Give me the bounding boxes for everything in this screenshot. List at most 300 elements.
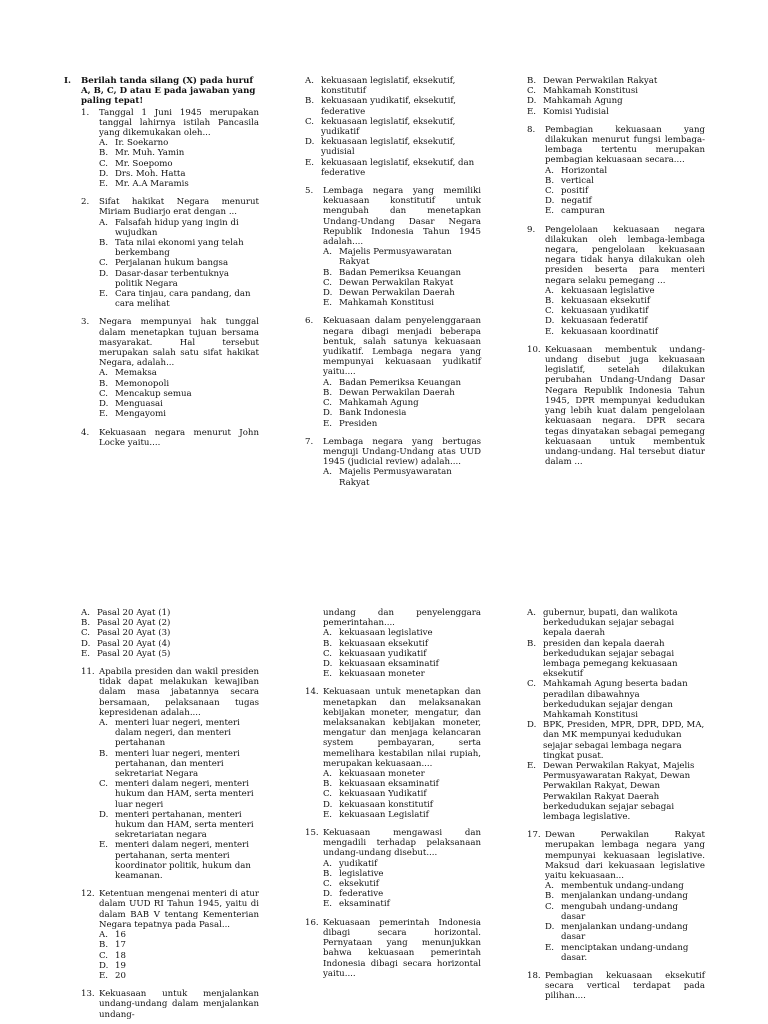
answer-option: [305, 96, 481, 116]
question-text: Lembaga negara yang memiliki kekuasaan konstitutif untuk mengubah dan menetapkan Undang-Undang Dasar Negara Republik Indonesia Tahun 1945 adalah....: [323, 186, 481, 248]
option-text: Dewan Perwakilan Rakyat: [543, 76, 658, 86]
option-letter: D.: [527, 96, 537, 107]
question: [305, 316, 481, 428]
answer-option: [323, 879, 481, 889]
option-letter: C.: [527, 679, 537, 690]
option-text: kekuasaan legislative: [561, 285, 655, 296]
question-row: [305, 186, 481, 247]
option-letter: B.: [81, 618, 91, 629]
page1-column-3: [527, 76, 705, 476]
answer-option: [99, 409, 259, 419]
question: [81, 317, 259, 419]
answer-option: [99, 718, 259, 749]
answer-option: [99, 940, 259, 950]
question: [527, 225, 705, 337]
option-text: kekuasaan legislatif, eksekutif, yudikatif: [321, 116, 456, 138]
answer-option: [81, 608, 259, 618]
answer-option: [323, 789, 481, 799]
option-text: 16: [115, 930, 126, 941]
question-row: [81, 317, 259, 368]
option-letter: C.: [81, 628, 91, 639]
answer-option: [81, 628, 259, 638]
option-list: [305, 378, 481, 429]
answer-option: [545, 286, 705, 296]
option-letter: A.: [305, 76, 314, 86]
option-letter: D.: [323, 288, 333, 299]
option-letter: E.: [99, 179, 109, 190]
answer-option: [527, 761, 705, 822]
option-text: eksekutif: [339, 879, 379, 890]
question-text: Kekuasaan untuk menjalankan undang-undang dalam menjalankan undang-: [99, 989, 259, 1020]
option-letter: C.: [323, 648, 333, 659]
option-letter: A.: [81, 608, 90, 618]
question-number: 5.: [305, 186, 314, 197]
option-text: Pasal 20 Ayat (5): [97, 648, 171, 659]
answer-option: [323, 649, 481, 659]
page2-column-1: [81, 608, 259, 1024]
option-letter: E.: [323, 418, 333, 429]
option-letter: B.: [99, 148, 109, 159]
option-text: kekuasaan yudikatif, eksekutif, federative: [321, 96, 456, 117]
option-text: negatif: [561, 196, 592, 207]
answer-option: [323, 288, 481, 298]
option-text: Mahkamah Konstitusi: [339, 298, 434, 309]
page1-column-2: [305, 76, 481, 488]
option-letter: E.: [305, 157, 315, 168]
answer-option: [545, 186, 705, 196]
question-text: Dewan Perwakilan Rakyat merupakan lembaga negara yang mempunyai kekuasaan legislative. Maksud dari kekuasaan legislative yaitu kekuasaan...: [545, 830, 705, 882]
question-row: [527, 225, 705, 286]
option-letter: D.: [545, 922, 555, 933]
option-letter: B.: [323, 638, 333, 649]
question: [81, 989, 259, 1020]
question-text: Apabila presiden dan wakil presiden tidak dapat melakukan kewajiban dalam masa jabatannya secara bersamaan, pelaksanaan tugas kepresidenan adalah....: [99, 667, 259, 718]
answer-option: [527, 720, 705, 761]
answer-option: [99, 971, 259, 981]
option-text: 19: [115, 960, 126, 971]
option-text: Majelis Permusyawaratan Rakyat: [339, 247, 452, 268]
question: [305, 76, 481, 178]
option-text: menjalankan undang-undang dasar: [561, 922, 688, 943]
option-text: kekuasaan legislative: [339, 628, 433, 639]
question: [81, 667, 259, 881]
option-letter: D.: [99, 960, 109, 971]
answer-option: [545, 943, 705, 963]
option-text: Mahkamah Agung beserta badan peradilan dibawahnya berkedudukan sejajar dengan Mahkamah Konstitusi: [543, 679, 688, 721]
option-text: Dewan Perwakilan Daerah: [339, 387, 455, 398]
option-text: 17: [115, 940, 126, 951]
option-text: kekuasaan moneter: [339, 769, 425, 780]
question-row: [305, 608, 481, 628]
option-text: Mr. Soepomo: [115, 158, 173, 169]
question: [305, 687, 481, 820]
answer-option: [323, 669, 481, 679]
section-number: I.: [64, 76, 72, 86]
option-text: Badan Pemeriksa Keuangan: [339, 377, 462, 388]
question-text: Pembagian kekuasaan yang dilakukan menurut fungsi lembaga-lembaga tertentu merupakan pembagian kekuasaan secara....: [545, 124, 705, 166]
option-letter: E.: [99, 409, 109, 420]
answer-option: [99, 810, 259, 841]
question-text: Ketentuan mengenai menteri di atur dalam UUD RI Tahun 1945, yaitu di dalam BAB V tentang Kementerian Negara tepatnya pada Pasal...: [99, 889, 259, 930]
option-text: Pasal 20 Ayat (1): [97, 608, 171, 618]
answer-option: [99, 289, 259, 309]
option-letter: D.: [305, 137, 315, 148]
option-text: kekuasaan moneter: [339, 669, 425, 680]
question: [81, 608, 259, 659]
answer-option: [545, 296, 705, 306]
option-letter: E.: [527, 106, 537, 117]
question: [305, 828, 481, 910]
option-list: [81, 930, 259, 981]
option-text: kekuasaan federatif: [561, 316, 648, 327]
answer-option: [323, 769, 481, 779]
option-text: kekuasaan eksaminatif: [339, 659, 439, 670]
option-letter: D.: [323, 659, 333, 670]
option-list: [305, 76, 481, 178]
question-row: [81, 428, 259, 448]
question-number: 8.: [527, 124, 536, 135]
option-letter: E.: [545, 326, 555, 337]
answer-option: [81, 618, 259, 628]
question: [527, 971, 705, 1002]
option-text: vertical: [561, 175, 594, 186]
option-text: Mahkamah Agung: [543, 96, 623, 107]
option-text: kekuasaan konstitutif: [339, 799, 433, 810]
question-number: 12.: [81, 889, 95, 900]
option-text: Pasal 20 Ayat (2): [97, 618, 171, 629]
question-number: 6.: [305, 316, 314, 327]
option-text: kekuasaan yudikatif: [561, 306, 649, 317]
option-text: menteri luar negeri, menteri dalam negeri, dan menteri pertahanan: [115, 718, 240, 749]
answer-option: [305, 158, 481, 178]
question-row: [81, 667, 259, 718]
option-letter: B.: [323, 868, 333, 879]
answer-option: [99, 951, 259, 961]
question: [305, 918, 481, 979]
option-letter: A.: [99, 138, 108, 149]
option-text: menteri luar negeri, menteri pertahanan, dan menteri sekretariat Negara: [115, 748, 240, 780]
option-text: Ir. Soekarno: [115, 138, 169, 149]
option-text: federative: [339, 889, 384, 900]
option-letter: C.: [527, 86, 537, 97]
option-letter: D.: [99, 399, 109, 410]
answer-option: [545, 327, 705, 337]
option-letter: E.: [323, 298, 333, 309]
question-row: [81, 989, 259, 1020]
answer-option: [99, 379, 259, 389]
answer-option: [99, 238, 259, 258]
answer-option: [323, 628, 481, 638]
option-text: kekuasaan yudikatif: [339, 648, 427, 659]
option-letter: A.: [99, 368, 108, 379]
question-row: [305, 828, 481, 859]
option-letter: E.: [99, 970, 109, 981]
question-number: 14.: [305, 687, 319, 698]
option-text: Dasar-dasar terbentuknya politik Negara: [115, 268, 230, 289]
option-text: Pasal 20 Ayat (3): [97, 628, 171, 639]
answer-option: [99, 148, 259, 158]
question-text: Pembagian kekuasaan eksekutif secara vertical terdapat pada pilihan....: [545, 970, 705, 1002]
option-letter: A.: [545, 881, 554, 892]
question-row: [527, 345, 705, 467]
question-number: 1.: [81, 107, 90, 118]
question-row: [527, 830, 705, 881]
answer-option: [99, 169, 259, 179]
option-text: Presiden: [339, 418, 378, 429]
option-text: kekuasaan eksaminatif: [339, 779, 439, 790]
question-number: 11.: [81, 667, 95, 678]
option-text: menteri dalam negeri, menteri hukum dan HAM, serta menteri luar negeri: [115, 779, 254, 810]
answer-option: [99, 749, 259, 780]
option-text: eksaminatif: [339, 899, 390, 910]
option-text: positif: [561, 186, 589, 197]
answer-option: [527, 76, 705, 86]
option-list: [305, 247, 481, 308]
answer-option: [545, 902, 705, 922]
page2-column-2: [305, 608, 481, 1024]
question-text: undang dan penyelenggara pemerintahan....: [323, 608, 481, 629]
option-letter: D.: [99, 268, 109, 279]
option-letter: A.: [545, 285, 554, 296]
option-letter: A.: [323, 858, 332, 869]
option-list: [81, 138, 259, 189]
question-number: 15.: [305, 828, 319, 839]
answer-option: [99, 961, 259, 971]
answer-option: [99, 930, 259, 940]
option-letter: A.: [99, 718, 108, 729]
answer-option: [99, 389, 259, 399]
option-letter: E.: [81, 648, 91, 659]
option-text: gubernur, bupati, dan walikota berkedudukan sejajar sebagai kepala daerah: [543, 608, 678, 639]
option-letter: C.: [305, 116, 315, 127]
option-letter: C.: [323, 398, 333, 409]
option-text: menjalankan undang-undang: [561, 891, 688, 902]
option-text: kekuasaan koordinatif: [561, 326, 659, 337]
answer-option: [99, 840, 259, 881]
option-letter: D.: [323, 889, 333, 900]
answer-option: [545, 166, 705, 176]
option-list: [305, 628, 481, 679]
question-list: [64, 108, 259, 448]
option-letter: A.: [323, 247, 332, 258]
option-text: campuran: [561, 206, 605, 217]
option-text: menteri pertahanan, menteri hukum dan HAM, serta menteri sekretariatan negara: [115, 809, 254, 841]
answer-option: [545, 176, 705, 186]
option-text: Dewan Perwakilan Daerah: [339, 288, 455, 299]
option-letter: A.: [323, 769, 332, 780]
question: [81, 108, 259, 190]
answer-option: [323, 398, 481, 408]
option-text: Dewan Perwakilan Rakyat, Majelis Permusyawaratan Rakyat, Dewan Perwakilan Rakyat, Dewan Perwakilan Rakyat Daerah berkedudukan sejajar sebagai lembaga legislative.: [543, 761, 695, 823]
option-letter: C.: [99, 388, 109, 399]
option-list: [81, 218, 259, 310]
answer-option: [527, 679, 705, 720]
option-letter: B.: [99, 940, 109, 951]
answer-option: [545, 206, 705, 216]
option-letter: D.: [323, 799, 333, 810]
option-letter: D.: [323, 408, 333, 419]
question-number: 18.: [527, 970, 541, 981]
question: [527, 76, 705, 117]
question-text: Kekuasaan membentuk undang-undang disebut juga kekuasaan legislatif, setelah dilakukan perubahan Undang-Undang Dasar Negara Republik Indonesia Tahun 1945, DPR mempunyai kedudukan yang lebih kuat dalam pengelolaan kekuasaan negara. DPR secara tegas dinyatakan sebagai pemegang kekuasaan untuk membentuk undang-undang. Hal tersebut diatur dalam ...: [545, 344, 705, 468]
answer-option: [323, 899, 481, 909]
question: [81, 197, 259, 309]
option-text: Dewan Perwakilan Rakyat: [339, 277, 454, 288]
option-letter: E.: [323, 809, 333, 820]
answer-option: [545, 891, 705, 901]
answer-option: [99, 159, 259, 169]
question: [81, 428, 259, 448]
question-text: Kekuasaan untuk menetapkan dan menetapkan dan melaksanakan kebijakan moneter, mengatur, dan melaksanakan kebijakan moneter, mengatur dan menjaga kelancaran system pembayaran, serta memelihara kestabilan nilai rupiah, merupakan kekuasaan....: [323, 687, 481, 769]
option-list: [305, 769, 481, 820]
option-text: Mahkamah Konstitusi: [543, 86, 638, 97]
answer-option: [527, 107, 705, 117]
option-text: Memonopoli: [115, 378, 170, 389]
option-text: Komisi Yudisial: [543, 106, 609, 117]
answer-option: [323, 298, 481, 308]
question: [305, 437, 481, 488]
question: [81, 889, 259, 981]
question-row: [527, 971, 705, 1002]
option-letter: B.: [99, 378, 109, 389]
option-text: kekuasaan eksekutif: [561, 296, 650, 307]
option-letter: C.: [99, 258, 109, 269]
option-letter: C.: [545, 901, 555, 912]
option-text: Mengayomi: [115, 409, 166, 420]
answer-option: [81, 639, 259, 649]
question-number: 13.: [81, 989, 95, 1000]
question-text: Pengelolaan kekuasaan negara dilakukan oleh lembaga-lembaga negara, pengelolaan kekuasaan negara tidak hanya dilakukan oleh presiden beserta para menteri negara selaku pemegang ...: [545, 224, 705, 286]
option-letter: E.: [99, 289, 109, 300]
option-letter: A.: [323, 628, 332, 639]
option-text: 20: [115, 970, 126, 981]
answer-option: [545, 306, 705, 316]
answer-option: [545, 196, 705, 206]
answer-option: [99, 269, 259, 289]
option-letter: B.: [323, 779, 333, 790]
answer-option: [81, 649, 259, 659]
question-text: Kekuasaan mengawasi dan mengadili terhadap pelaksanaan undang-undang disebut....: [323, 828, 481, 859]
option-text: Mr. Muh. Yamin: [115, 148, 185, 159]
option-letter: B.: [305, 96, 315, 107]
question-number: 10.: [527, 344, 541, 355]
option-letter: B.: [527, 76, 537, 86]
option-text: Badan Pemeriksa Keuangan: [339, 267, 462, 278]
answer-option: [99, 368, 259, 378]
question-number: 16.: [305, 917, 319, 928]
answer-option: [99, 779, 259, 810]
answer-option: [323, 378, 481, 388]
option-text: BPK, Presiden, MPR, DPR, DPD, MA, dan MK mempunyai kedudukan sejajar sebagai lembaga negara tingkat pusat.: [543, 720, 705, 761]
question: [527, 125, 705, 217]
option-letter: C.: [99, 158, 109, 169]
answer-option: [545, 881, 705, 891]
option-letter: A.: [545, 165, 554, 176]
question: [305, 608, 481, 679]
option-text: kekuasaan eksekutif: [339, 638, 428, 649]
question-number: 17.: [527, 830, 541, 841]
question-number: 7.: [305, 436, 314, 447]
answer-option: [99, 179, 259, 189]
option-text: Mr. A.A Maramis: [115, 179, 189, 190]
page2-column-3: [527, 608, 705, 1024]
option-list: [81, 718, 259, 881]
option-text: kekuasaan legislatif, eksekutif, yudisial: [321, 137, 456, 158]
option-text: mengubah undang-undang dasar: [561, 901, 679, 922]
answer-option: [323, 388, 481, 398]
option-text: kekuasaan Yudikatif: [339, 789, 427, 800]
option-list: [305, 859, 481, 910]
option-text: Menguasai: [115, 399, 163, 410]
answer-option: [323, 268, 481, 278]
option-text: Horizontal: [561, 165, 608, 176]
option-letter: D.: [99, 809, 109, 820]
option-letter: A.: [99, 217, 108, 228]
option-text: Majelis Permusyawaratan Rakyat: [339, 467, 452, 488]
answer-option: [323, 278, 481, 288]
option-letter: E.: [545, 942, 555, 953]
option-letter: E.: [527, 761, 537, 772]
option-letter: B.: [545, 175, 555, 186]
answer-option: [99, 258, 259, 268]
option-text: Mencakup semua: [115, 388, 192, 399]
option-text: Memaksa: [115, 368, 157, 379]
option-letter: B.: [545, 296, 555, 307]
option-letter: E.: [545, 206, 555, 217]
option-letter: A.: [99, 930, 108, 941]
question-text: Lembaga negara yang bertugas menguji Undang-Undang atas UUD 1945 (judicial review) adalah....: [323, 436, 481, 468]
option-letter: C.: [323, 879, 333, 890]
option-letter: B.: [323, 267, 333, 278]
page1-column-1: [64, 76, 259, 476]
question-number: 3.: [81, 317, 90, 328]
option-letter: A.: [527, 608, 536, 618]
option-letter: D.: [81, 638, 91, 649]
answer-option: [527, 86, 705, 96]
answer-option: [323, 247, 481, 267]
option-letter: A.: [323, 377, 332, 388]
question: [305, 186, 481, 308]
section-instruction: Berilah tanda silang (X) pada huruf A, B, C, D atau E pada jawaban yang paling tepat!: [81, 76, 256, 107]
option-list: [527, 286, 705, 337]
question-text: Tanggal 1 Juni 1945 merupakan tanggal lahirnya istilah Pancasila yang dikemukakan oleh...: [99, 107, 259, 139]
option-list: [527, 608, 705, 822]
option-letter: D.: [545, 316, 555, 327]
answer-option: [323, 800, 481, 810]
option-letter: E.: [323, 669, 333, 680]
answer-option: [99, 399, 259, 409]
option-text: Mahkamah Agung: [339, 398, 419, 409]
answer-option: [323, 419, 481, 429]
answer-option: [305, 76, 481, 96]
option-text: kekuasaan Legislatif: [339, 809, 429, 820]
answer-option: [323, 859, 481, 869]
question-number: 4.: [81, 427, 90, 438]
answer-option: [323, 869, 481, 879]
answer-option: [323, 889, 481, 899]
option-text: Cara tinjau, cara pandang, dan cara melihat: [115, 289, 251, 310]
option-text: menciptakan undang-undang dasar.: [561, 942, 689, 963]
option-text: Falsafah hidup yang ingin di wujudkan: [115, 217, 239, 238]
option-text: kekuasaan legislatif, eksekutif, konstitutif: [321, 76, 456, 97]
answer-option: [527, 639, 705, 680]
option-letter: B.: [99, 238, 109, 249]
question-row: [81, 889, 259, 930]
option-text: Bank Indonesia: [339, 408, 407, 419]
option-letter: C.: [99, 950, 109, 961]
question-number: 2.: [81, 197, 90, 208]
question: [527, 345, 705, 467]
